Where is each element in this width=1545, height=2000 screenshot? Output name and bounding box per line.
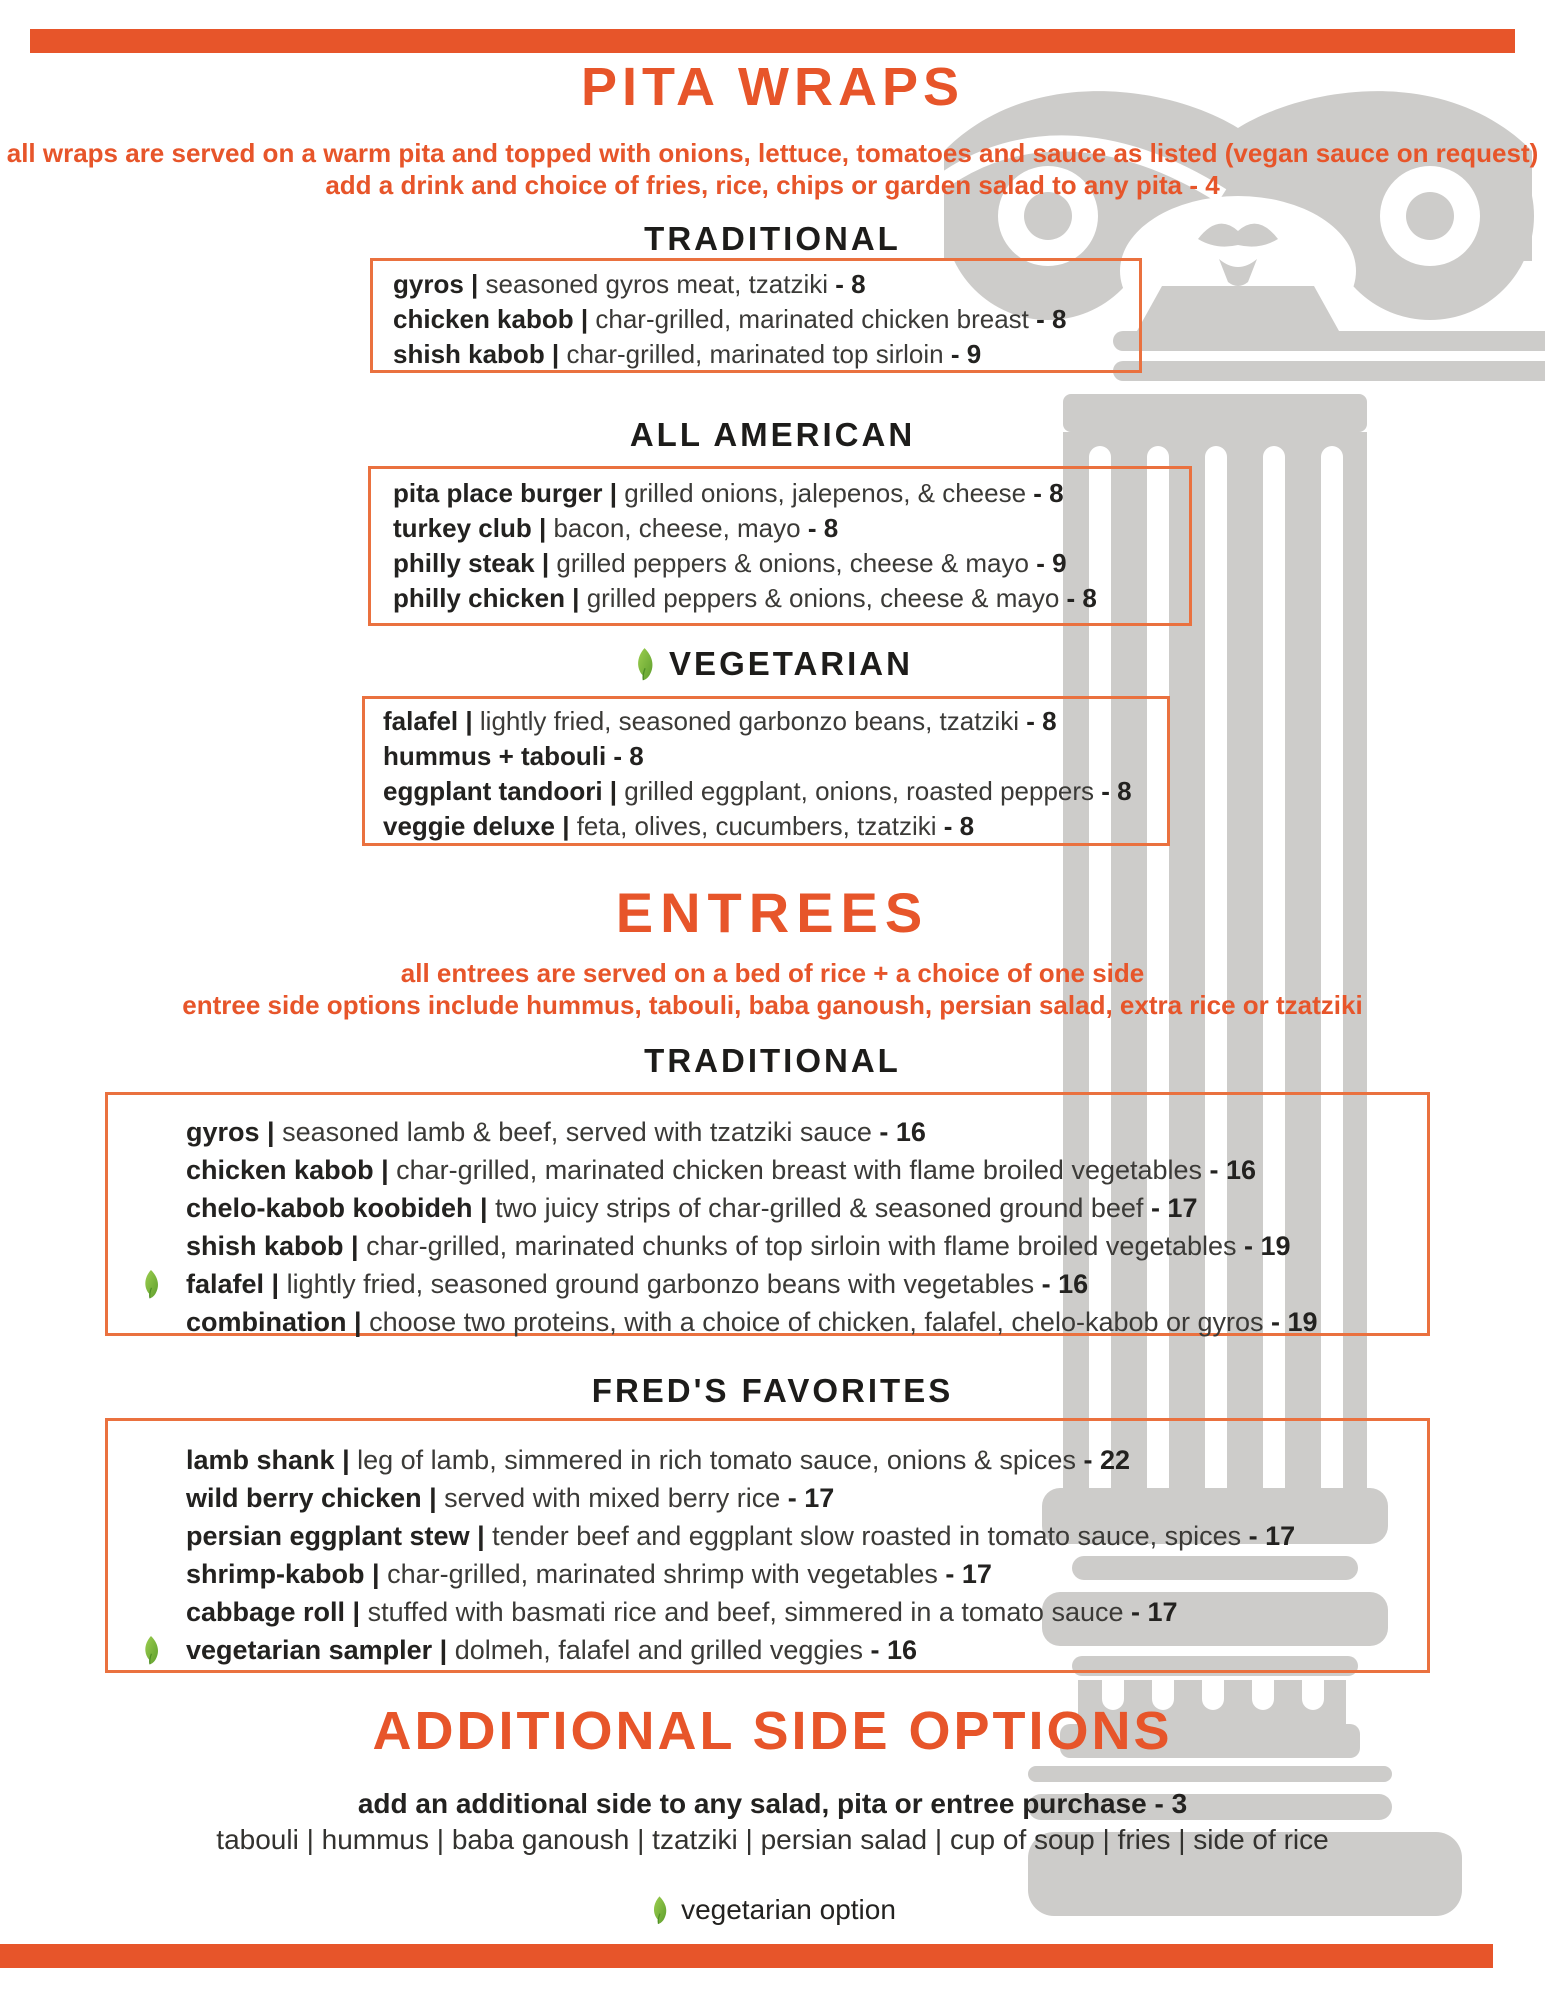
menu-item: [186, 1555, 1427, 1593]
item-price: - 8: [1026, 478, 1064, 508]
entrees-title: ENTREES: [615, 881, 930, 944]
item-price: - 17: [1143, 1193, 1198, 1223]
item-name: chelo-kabob koobideh: [186, 1193, 473, 1223]
vegetarian-leaf-icon: [140, 1269, 161, 1299]
item-description: dolmeh, falafel and grilled veggies: [454, 1635, 863, 1665]
item-name: cabbage roll: [186, 1597, 346, 1627]
item-separator: |: [373, 1155, 397, 1185]
vegetarian-leaf-icon: [632, 647, 656, 681]
item-name: lamb shank: [186, 1445, 335, 1475]
vegetarian-box: [362, 696, 1170, 846]
item-description: lightly fried, seasoned ground garbonzo beans with vegetables: [286, 1269, 1035, 1299]
item-separator: |: [432, 1635, 455, 1665]
vegetarian-leaf-icon: [140, 1635, 161, 1665]
item-description: stuffed with basmati rice and beef, simmered in a tomato sauce: [367, 1597, 1124, 1627]
item-separator: |: [259, 1117, 283, 1147]
additional-sides-options: tabouli | hummus | baba ganoush | tzatziki | persian salad | cup of soup | fries | side of rice: [216, 1824, 1329, 1855]
all-american-box: [368, 466, 1192, 626]
item-description: grilled eggplant, onions, roasted peppers: [624, 776, 1095, 806]
item-name: philly chicken: [393, 583, 565, 613]
item-name: combination: [186, 1307, 347, 1337]
item-separator: |: [564, 583, 587, 613]
capital-moulding-bar: [1113, 361, 1545, 381]
entrees-note-1: all entrees are served on a bed of rice + a choice of one side: [400, 958, 1145, 988]
item-description: bacon, cheese, mayo: [553, 513, 801, 543]
menu-item: [393, 511, 1189, 546]
item-separator: |: [264, 1269, 287, 1299]
item-name: falafel: [383, 706, 459, 736]
item-name: chicken kabob: [186, 1155, 374, 1185]
column-base-band: [1028, 1766, 1392, 1782]
menu-item: [186, 1189, 1427, 1227]
menu-item: [186, 1151, 1427, 1189]
item-price: - 17: [780, 1483, 835, 1513]
item-separator: |: [343, 1231, 367, 1261]
heading-pita-traditional: TRADITIONAL: [644, 220, 901, 257]
item-description: char-grilled, marinated chicken breast: [595, 304, 1029, 334]
item-name: gyros: [186, 1117, 260, 1147]
item-separator: |: [421, 1483, 445, 1513]
item-separator: |: [346, 1307, 370, 1337]
item-price: - 19: [1263, 1307, 1318, 1337]
item-price: - 8: [1028, 304, 1067, 334]
heading-all-american: ALL AMERICAN: [629, 416, 916, 453]
item-name: wild berry chicken: [186, 1483, 422, 1513]
item-name: vegetarian sampler: [186, 1635, 433, 1665]
freds-favorites-box: [105, 1418, 1430, 1673]
item-description: feta, olives, cucumbers, tzatziki: [576, 811, 937, 841]
item-price: - 9: [1028, 548, 1067, 578]
menu-item: [186, 1227, 1427, 1265]
item-name: shish kabob: [186, 1231, 344, 1261]
menu-item: [186, 1303, 1427, 1341]
item-price: - 9: [943, 339, 982, 369]
item-price: - 8: [936, 811, 975, 841]
item-price: - 22: [1075, 1445, 1130, 1475]
menu-item: [186, 1265, 1427, 1303]
item-name: veggie deluxe: [383, 811, 555, 841]
heading-vegetarian-label: VEGETARIAN: [669, 645, 913, 682]
menu-item: [186, 1631, 1427, 1669]
heading-entrees-traditional: TRADITIONAL: [644, 1042, 901, 1079]
item-name: shish kabob: [393, 339, 545, 369]
item-name: eggplant tandoori: [383, 776, 603, 806]
item-price: - 16: [862, 1635, 917, 1665]
vegetarian-leaf-icon: [649, 1895, 669, 1925]
item-separator: |: [463, 269, 486, 299]
pita-traditional-box: [370, 258, 1142, 373]
item-separator: |: [554, 811, 577, 841]
menu-item: [383, 774, 1167, 809]
item-description: grilled peppers & onions, cheese & mayo: [586, 583, 1060, 613]
entrees-note-2: entree side options include hummus, tabouli, baba ganoush, persian salad, extra rice or tzatziki: [182, 990, 1363, 1020]
bottom-accent-bar: [0, 1944, 1493, 1968]
item-price: - 17: [1241, 1521, 1296, 1551]
item-description: seasoned gyros meat, tzatziki: [485, 269, 829, 299]
vegetarian-legend-label: vegetarian option: [681, 1894, 896, 1925]
item-name: turkey club: [393, 513, 532, 543]
additional-sides-title: ADDITIONAL SIDE OPTIONS: [372, 1701, 1173, 1761]
item-description: seasoned lamb & beef, served with tzatziki sauce: [282, 1117, 872, 1147]
item-name: pita place burger: [393, 478, 603, 508]
menu-item: [186, 1113, 1427, 1151]
menu-item: [393, 302, 1139, 337]
item-name: chicken kabob: [393, 304, 574, 334]
item-separator: |: [573, 304, 596, 334]
item-separator: |: [364, 1559, 388, 1589]
item-description: grilled onions, jalepenos, & cheese: [624, 478, 1027, 508]
item-separator: |: [602, 478, 625, 508]
item-price: - 17: [1123, 1597, 1178, 1627]
menu-item: [186, 1593, 1427, 1631]
additional-sides-note: add an additional side to any salad, pita or entree purchase - 3: [357, 1788, 1188, 1819]
item-price: - 17: [937, 1559, 992, 1589]
vegetarian-leaf-icon: [140, 1635, 161, 1665]
menu-item: [383, 739, 1167, 774]
item-description: char-grilled, marinated shrimp with vegetables: [387, 1559, 938, 1589]
item-description: tender beef and eggplant slow roasted in tomato sauce, spices: [492, 1521, 1242, 1551]
item-separator: |: [458, 706, 480, 736]
menu-item: [393, 267, 1139, 302]
vegetarian-leaf-icon: [140, 1269, 161, 1299]
item-name: philly steak: [393, 548, 535, 578]
item-price: - 16: [871, 1117, 926, 1147]
item-price: - 8: [828, 269, 866, 299]
pita-wraps-title: PITA WRAPS: [581, 57, 964, 117]
pita-wraps-note-2: add a drink and choice of fries, rice, chips or garden salad to any pita - 4: [325, 170, 1220, 200]
item-separator: |: [602, 776, 625, 806]
heading-vegetarian: [0, 645, 1545, 683]
item-name: hummus + tabouli: [383, 741, 607, 771]
item-description: two juicy strips of char-grilled & seasoned ground beef: [495, 1193, 1144, 1223]
vegetarian-leaf-icon: [649, 1895, 669, 1925]
menu-item: [186, 1441, 1427, 1479]
menu-item: [393, 476, 1189, 511]
menu-item: [393, 546, 1189, 581]
item-price: - 8: [1018, 706, 1057, 736]
item-description: choose two proteins, with a choice of chicken, falafel, chelo-kabob or gyros: [369, 1307, 1264, 1337]
top-accent-bar: [30, 29, 1515, 53]
item-name: shrimp-kabob: [186, 1559, 365, 1589]
item-name: persian eggplant stew: [186, 1521, 470, 1551]
capital-moulding-bar: [1113, 331, 1545, 351]
item-price: - 16: [1202, 1155, 1257, 1185]
item-price: - 8: [1059, 583, 1097, 613]
item-separator: |: [472, 1193, 496, 1223]
vegetarian-leaf-icon: [632, 647, 656, 681]
menu-item: [383, 704, 1167, 739]
item-description: lightly fried, seasoned garbonzo beans, tzatziki: [479, 706, 1019, 736]
item-description: char-grilled, marinated top sirloin: [566, 339, 944, 369]
item-description: grilled peppers & onions, cheese & mayo: [556, 548, 1029, 578]
item-separator: |: [534, 548, 557, 578]
item-price: - 16: [1034, 1269, 1089, 1299]
pita-wraps-note-1: all wraps are served on a warm pita and topped with onions, lettuce, tomatoes and sauce as listed (vegan sauce on request): [6, 138, 1539, 168]
item-price: - 19: [1236, 1231, 1291, 1261]
menu-item: [383, 809, 1167, 844]
menu-item: [186, 1517, 1427, 1555]
item-separator: |: [531, 513, 554, 543]
item-description: char-grilled, marinated chicken breast with flame broiled vegetables: [396, 1155, 1203, 1185]
item-description: char-grilled, marinated chunks of top sirloin with flame broiled vegetables: [366, 1231, 1237, 1261]
item-name: gyros: [393, 269, 464, 299]
item-separator: |: [345, 1597, 368, 1627]
menu-item: [393, 581, 1189, 616]
item-separator: |: [469, 1521, 493, 1551]
menu-item: [186, 1479, 1427, 1517]
item-separator: |: [334, 1445, 358, 1475]
heading-freds-favorites: FRED'S FAVORITES: [591, 1372, 954, 1409]
entrees-traditional-box: [105, 1092, 1430, 1336]
item-description: served with mixed berry rice: [444, 1483, 781, 1513]
item-description: leg of lamb, simmered in rich tomato sauce, onions & spices: [357, 1445, 1076, 1475]
item-name: falafel: [186, 1269, 265, 1299]
item-price: - 8: [800, 513, 839, 543]
vegetarian-legend: [0, 1894, 1545, 1926]
item-price: - 8: [1094, 776, 1132, 806]
item-price: - 8: [606, 741, 644, 771]
item-separator: |: [544, 339, 567, 369]
menu-item: [393, 337, 1139, 372]
